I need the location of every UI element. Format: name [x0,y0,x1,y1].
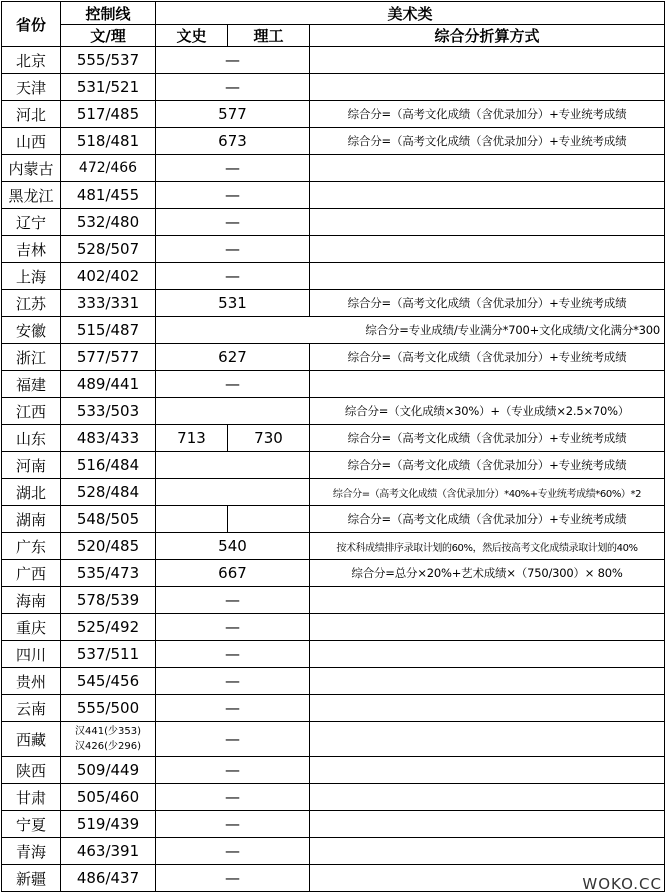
table-row [2,838,665,865]
table-row [2,722,665,757]
control-line-cell: 531/521 [61,74,156,101]
art-score-cell: — [156,757,310,784]
method-cell: 综合分=（高考文化成绩（含优录加分）*40%+专业统考成绩*60%）*2 [310,479,665,506]
control-line-cell: 402/402 [61,263,156,290]
art-wen-cell: 713 [156,425,228,452]
art-score-cell: — [156,155,310,182]
method-cell [310,371,665,398]
art-score-cell: — [156,695,310,722]
art-score-cell: 627 [156,344,310,371]
table-row [2,614,665,641]
control-line-cell: 535/473 [61,560,156,587]
province-cell: 四川 [2,641,61,668]
header-method: 综合分折算方式 [310,25,665,47]
table-row [2,371,665,398]
table-row [2,398,665,425]
art-score-cell: — [156,668,310,695]
province-cell: 辽宁 [2,209,61,236]
table-row [2,344,665,371]
art-score-cell: 577 [156,101,310,128]
art-score-cell: — [156,614,310,641]
method-cell [310,695,665,722]
province-cell: 福建 [2,371,61,398]
control-line-han-li: 汉426(少296) [75,741,141,752]
art-score-cell: — [156,74,310,101]
province-cell: 天津 [2,74,61,101]
control-line-cell: 548/505 [61,506,156,533]
table-row [2,425,665,452]
province-cell: 山东 [2,425,61,452]
table-row [2,668,665,695]
art-score-cell [156,398,310,425]
control-line-cell: 533/503 [61,398,156,425]
table-row [2,784,665,811]
control-line-cell [61,722,156,757]
control-line-cell: 555/500 [61,695,156,722]
control-line-cell: 577/577 [61,344,156,371]
method-cell [310,155,665,182]
method-cell: 按术科成绩排序录取计划的60%，然后按高考文化成绩录取计划的40% [310,533,665,560]
control-line-cell: 525/492 [61,614,156,641]
art-score-cell: — [156,587,310,614]
province-cell: 湖南 [2,506,61,533]
province-cell: 新疆 [2,865,61,892]
province-cell: 陕西 [2,757,61,784]
method-cell [310,838,665,865]
header-province: 省份 [2,2,61,47]
control-line-cell: 528/484 [61,479,156,506]
table-row [2,533,665,560]
method-cell [310,47,665,74]
table-row [2,560,665,587]
method-cell [310,587,665,614]
control-line-cell: 509/449 [61,757,156,784]
province-cell: 吉林 [2,236,61,263]
control-line-cell: 578/539 [61,587,156,614]
table-row [2,452,665,479]
table-row [2,263,665,290]
control-line-cell: 516/484 [61,452,156,479]
method-cell [310,757,665,784]
table-row [2,479,665,506]
control-line-cell: 520/485 [61,533,156,560]
province-cell: 黑龙江 [2,182,61,209]
art-score-cell: 667 [156,560,310,587]
method-cell [310,784,665,811]
control-line-cell: 518/481 [61,128,156,155]
control-line-cell: 515/487 [61,317,156,344]
control-line-cell: 537/511 [61,641,156,668]
table-row [2,317,665,344]
province-cell: 浙江 [2,344,61,371]
art-li-cell: 730 [228,425,310,452]
method-cell: 综合分=（高考文化成绩（含优录加分）+专业统考成绩 [310,506,665,533]
control-line-cell: 333/331 [61,290,156,317]
art-score-cell: — [156,811,310,838]
control-line-cell: 545/456 [61,668,156,695]
art-score-cell: 673 [156,128,310,155]
method-cell: 综合分=（高考文化成绩（含优录加分）+专业统考成绩 [310,425,665,452]
table-row [2,101,665,128]
table-row [2,74,665,101]
province-cell: 河南 [2,452,61,479]
control-line-cell: 555/537 [61,47,156,74]
control-line-cell: 486/437 [61,865,156,892]
province-cell: 重庆 [2,614,61,641]
province-cell: 甘肃 [2,784,61,811]
method-cell [310,811,665,838]
art-score-cell: — [156,784,310,811]
art-score-cell: — [156,263,310,290]
control-line-cell: 481/455 [61,182,156,209]
score-table [1,1,665,892]
control-line-cell: 483/433 [61,425,156,452]
method-cell: 综合分=专业成绩/专业满分*700+文化成绩/文化满分*300 [156,317,665,344]
header-control-line-sub: 文/理 [61,25,156,47]
control-line-han-wen: 汉441(少353) [75,726,141,737]
art-score-cell: — [156,209,310,236]
method-cell [310,236,665,263]
table-row [2,47,665,74]
art-score-cell: — [156,641,310,668]
control-line-cell: 463/391 [61,838,156,865]
table-row [2,128,665,155]
province-cell: 江西 [2,398,61,425]
method-cell [310,209,665,236]
art-score-cell: — [156,838,310,865]
art-score-cell: — [156,722,310,757]
method-cell: 综合分=（高考文化成绩（含优录加分）+专业统考成绩 [310,128,665,155]
header-art: 美术类 [156,2,665,25]
control-line-cell: 528/507 [61,236,156,263]
method-cell: 综合分=（高考文化成绩（含优录加分）+专业统考成绩 [310,290,665,317]
art-score-cell: — [156,182,310,209]
province-cell: 湖北 [2,479,61,506]
control-line-cell: 505/460 [61,784,156,811]
art-li-cell [228,506,310,533]
province-cell: 青海 [2,838,61,865]
method-cell [310,263,665,290]
method-cell [310,614,665,641]
watermark: WOKO.CC [582,875,662,893]
province-cell: 上海 [2,263,61,290]
table-row [2,236,665,263]
method-cell [310,74,665,101]
method-cell: 综合分=（高考文化成绩（含优录加分）+专业统考成绩 [310,344,665,371]
province-cell: 安徽 [2,317,61,344]
method-cell: 综合分=（高考文化成绩（含优录加分）+专业统考成绩 [310,452,665,479]
art-score-cell: 540 [156,533,310,560]
method-cell: 综合分=（文化成绩×30%）+（专业成绩×2.5×70%） [310,398,665,425]
table-row [2,587,665,614]
art-score-cell [156,479,310,506]
art-score-cell [156,452,310,479]
table-row [2,641,665,668]
control-line-cell: 472/466 [61,155,156,182]
province-cell: 宁夏 [2,811,61,838]
art-score-cell: — [156,47,310,74]
province-cell: 山西 [2,128,61,155]
province-cell: 广西 [2,560,61,587]
province-cell: 云南 [2,695,61,722]
table-row [2,290,665,317]
province-cell: 内蒙古 [2,155,61,182]
method-cell [310,722,665,757]
province-cell: 海南 [2,587,61,614]
table-row [2,209,665,236]
method-cell [310,668,665,695]
province-cell: 西藏 [2,722,61,757]
method-cell: 综合分=（高考文化成绩（含优录加分）+专业统考成绩 [310,101,665,128]
table-row [2,506,665,533]
province-cell: 江苏 [2,290,61,317]
table-row [2,155,665,182]
province-cell: 河北 [2,101,61,128]
method-cell: 综合分=总分×20%+艺术成绩×（750/300）× 80% [310,560,665,587]
table-row [2,865,665,892]
header-li: 理工 [228,25,310,47]
control-line-cell: 517/485 [61,101,156,128]
header-control-line: 控制线 [61,2,156,25]
province-cell: 北京 [2,47,61,74]
province-cell: 贵州 [2,668,61,695]
table-row [2,811,665,838]
method-cell [310,641,665,668]
art-score-cell: — [156,236,310,263]
method-cell [310,182,665,209]
art-score-cell: — [156,371,310,398]
art-score-cell: 531 [156,290,310,317]
table-row [2,757,665,784]
control-line-cell: 532/480 [61,209,156,236]
control-line-cell: 519/439 [61,811,156,838]
header-wen: 文史 [156,25,228,47]
art-wen-cell [156,506,228,533]
table-row [2,182,665,209]
province-cell: 广东 [2,533,61,560]
control-line-cell: 489/441 [61,371,156,398]
art-score-cell: — [156,865,310,892]
table-row [2,695,665,722]
